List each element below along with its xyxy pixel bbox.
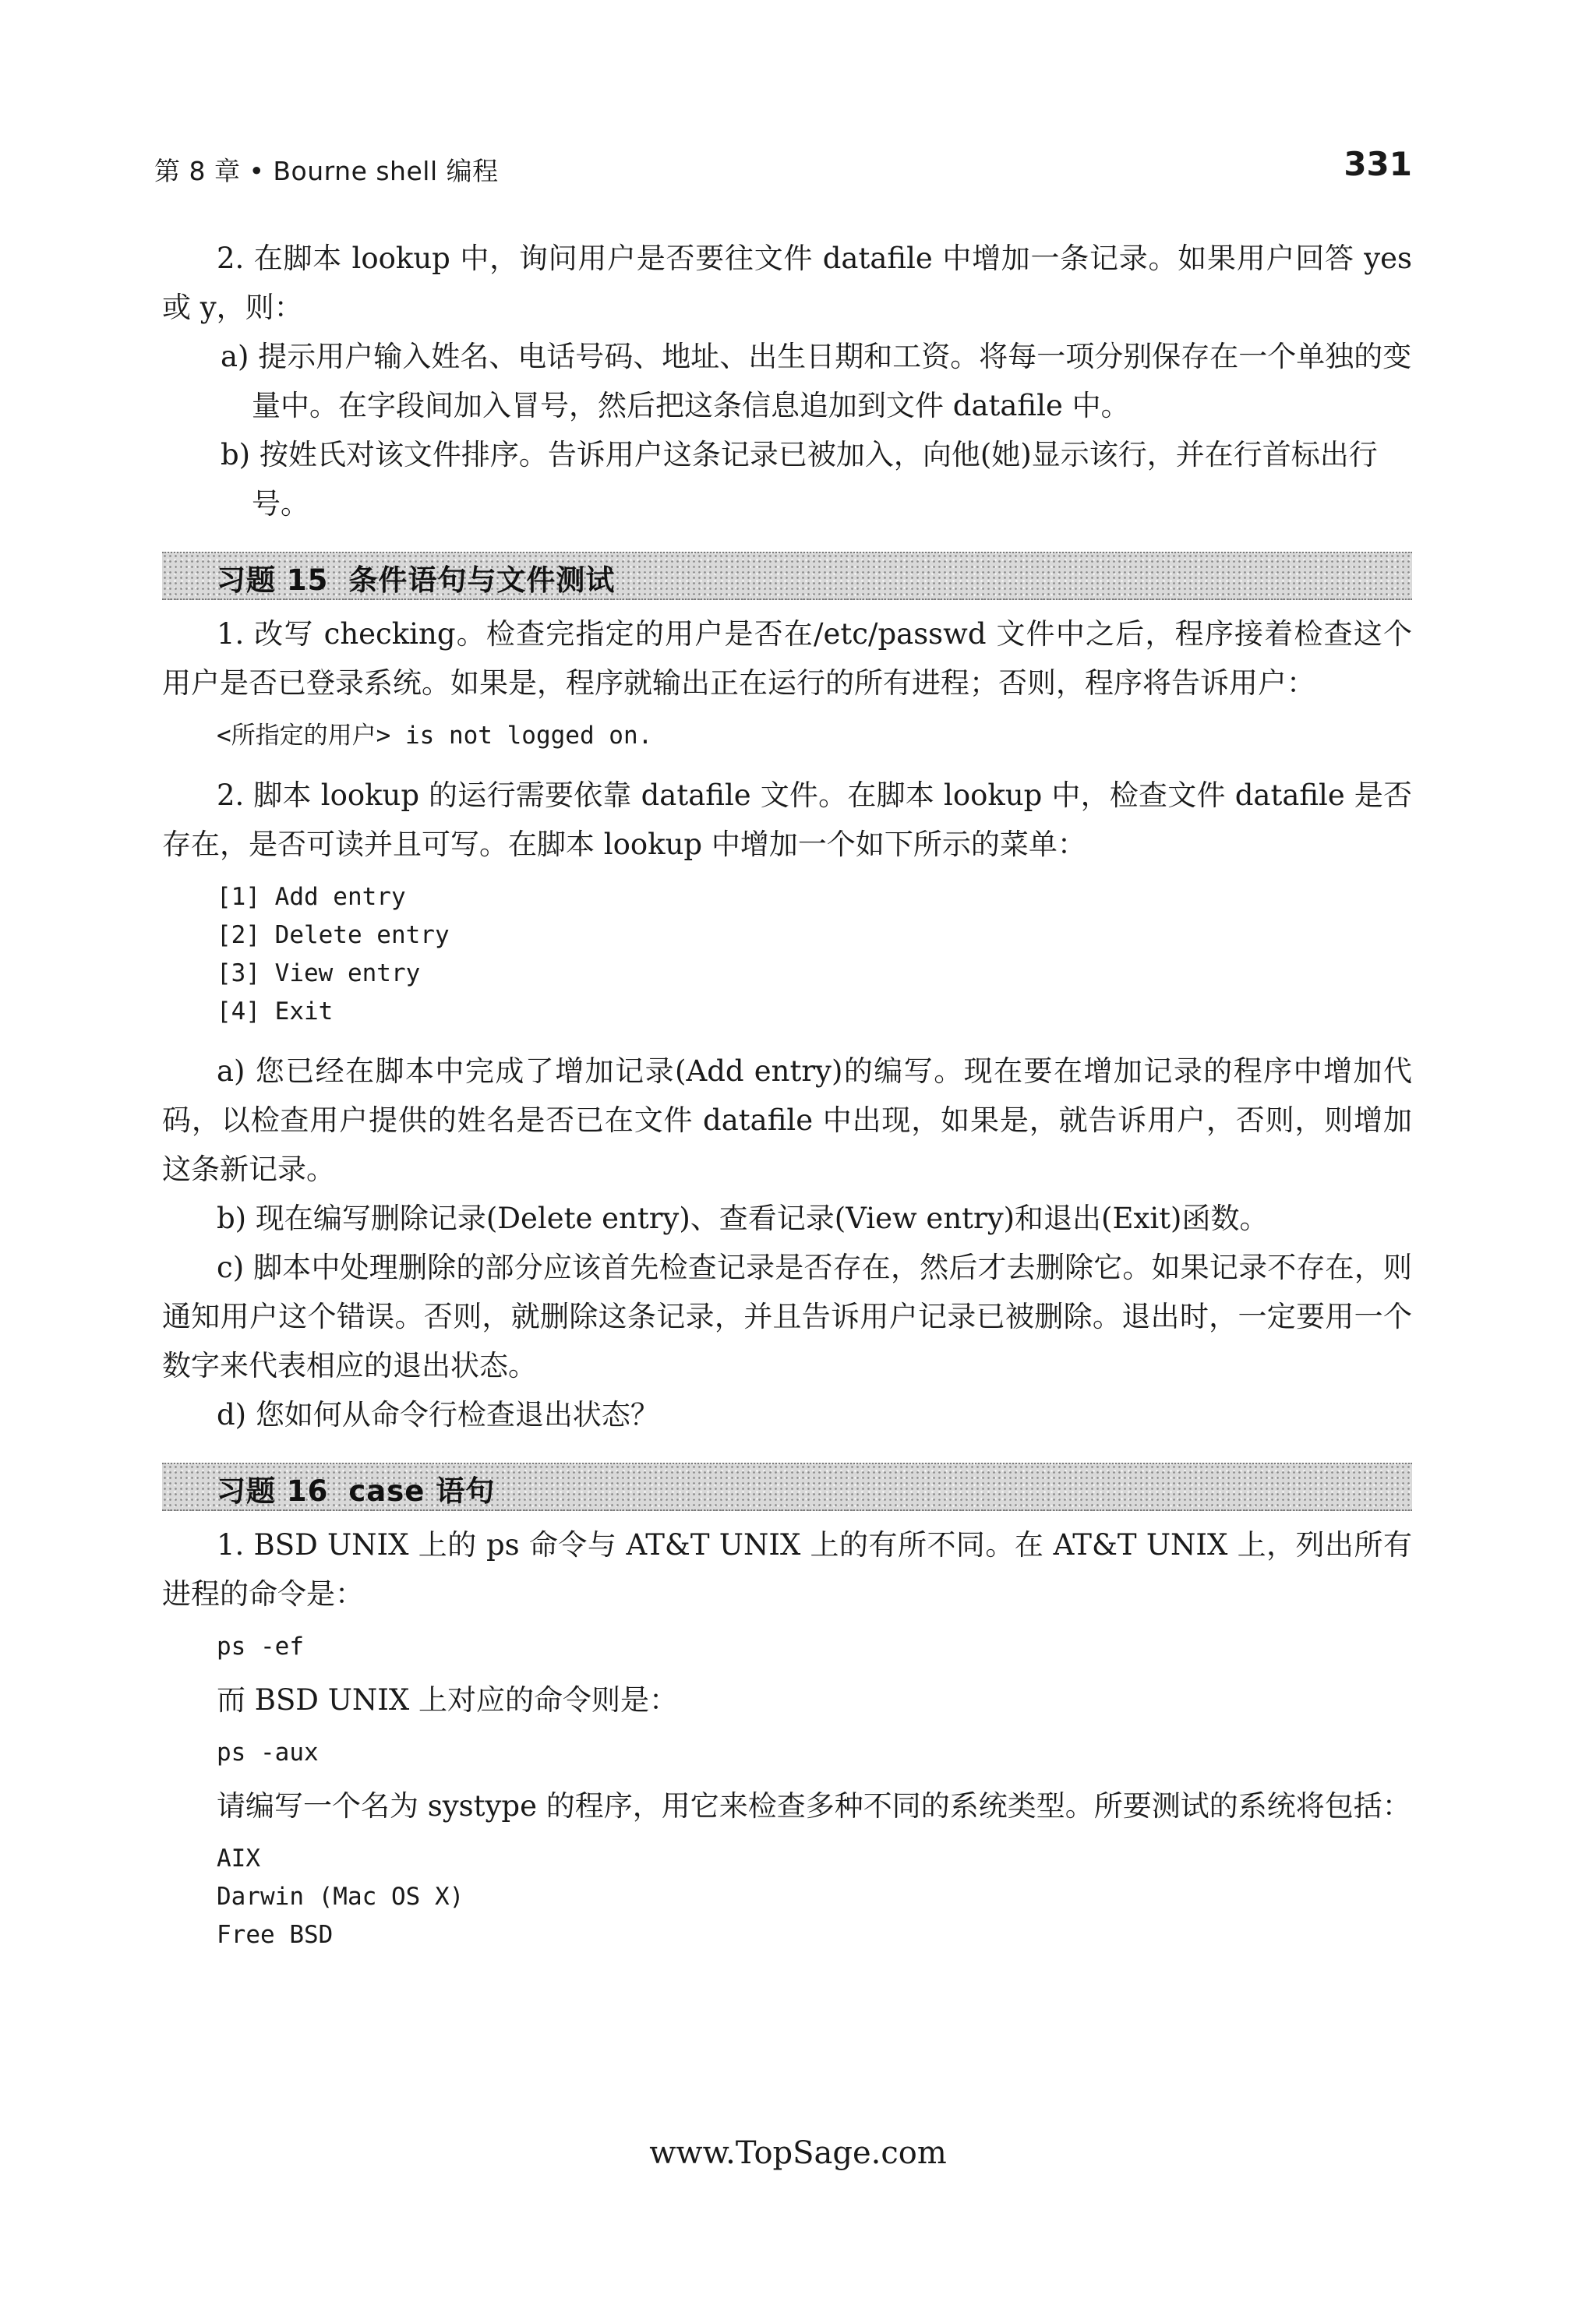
exercise-15-title: 条件语句与文件测试 bbox=[348, 563, 616, 597]
menu-line: [2] Delete entry bbox=[217, 921, 450, 949]
exercise-16-number: 习题 16 bbox=[217, 1474, 329, 1508]
ex15-code-not-logged-on: <所指定的用户> is not logged on. bbox=[217, 722, 653, 750]
ex15-question-2-c: c) 脚本中处理删除的部分应该首先检查记录是否存在，然后才去删除它。如果记录不存在，则通知用户这个错误。否则，就删除这条记录，并且告诉用户记录已被删除。退出时，一定要用一个数字来代表相应的退出状态。 bbox=[162, 1251, 1412, 1382]
system-line: AIX bbox=[217, 1845, 260, 1873]
ex15-question-2-a: a) 您已经在脚本中完成了增加记录(Add entry)的编写。现在要在增加记录的程序中增加代码，以检查用户提供的姓名是否已在文件 datafile 中出现，如果是，就告诉用户，否则，则增加这条新记录。 bbox=[162, 1054, 1412, 1186]
ex14-question-2-b: b) 按姓氏对该文件排序。告诉用户这条记录已被加入，向他(她)显示该行，并在行首标出行号。 bbox=[221, 438, 1378, 521]
footer-url: www.TopSage.com bbox=[649, 2135, 947, 2171]
menu-line: [4] Exit bbox=[217, 997, 334, 1026]
ex15-question-1: 1. 改写 checking。检查完指定的用户是否在/etc/passwd 文件中之后，程序接着检查这个用户是否已登录系统。如果是，程序就输出正在运行的所有进程；否则，程序将告诉用户： bbox=[162, 617, 1412, 700]
exercise-16-heading bbox=[217, 1467, 495, 1509]
page-number: 331 bbox=[1344, 145, 1412, 183]
menu-line: [1] Add entry bbox=[217, 883, 406, 911]
system-line: Free BSD bbox=[217, 1921, 334, 1949]
ex16-code-ps-ef: ps -ef bbox=[217, 1633, 304, 1661]
exercise-15-number: 习题 15 bbox=[217, 563, 329, 597]
ex14-question-2: 2. 在脚本 lookup 中，询问用户是否要往文件 datafile 中增加一条记录。如果用户回答 yes 或 y，则： bbox=[162, 242, 1412, 324]
page-header bbox=[154, 145, 1412, 192]
chapter-title: 第 8 章 • Bourne shell 编程 bbox=[154, 156, 499, 186]
ex15-question-2-d: d) 您如何从命令行检查退出状态？ bbox=[217, 1398, 659, 1432]
ex16-bsd-text: 而 BSD UNIX 上对应的命令则是： bbox=[217, 1683, 678, 1717]
menu-line: [3] View entry bbox=[217, 959, 421, 987]
ex15-menu-code bbox=[162, 878, 1412, 1031]
ex16-systems-code bbox=[162, 1840, 1412, 1954]
ex16-question-1: 1. BSD UNIX 上的 ps 命令与 AT&T UNIX 上的有所不同。在 AT&T UNIX 上，列出所有进程的命令是： bbox=[162, 1528, 1412, 1611]
exercise-16-heading-bar bbox=[162, 1463, 1412, 1511]
ex15-question-2: 2. 脚本 lookup 的运行需要依靠 datafile 文件。在脚本 lookup 中，检查文件 datafile 是否存在，是否可读并且可写。在脚本 lookup 中增加一个如下所示的菜单： bbox=[162, 778, 1412, 861]
ex14-question-2-a: a) 提示用户输入姓名、电话号码、地址、出生日期和工资。将每一项分别保存在一个单独的变量中。在字段间加入冒号，然后把这条信息追加到文件 datafile 中。 bbox=[221, 340, 1412, 422]
system-line: Darwin (Mac OS X) bbox=[217, 1883, 464, 1911]
exercise-15-heading-bar bbox=[162, 552, 1412, 600]
exercise-16-title: case 语句 bbox=[348, 1474, 496, 1508]
ex16-task: 请编写一个名为 systype 的程序，用它来检查多种不同的系统类型。所要测试的系统将包括： bbox=[217, 1789, 1411, 1823]
page-content bbox=[162, 234, 1412, 1954]
ex16-code-ps-aux: ps -aux bbox=[217, 1739, 319, 1767]
ex15-question-2-b: b) 现在编写删除记录(Delete entry)、查看记录(View entry)和退出(Exit)函数。 bbox=[217, 1202, 1269, 1235]
exercise-15-heading bbox=[217, 556, 615, 598]
